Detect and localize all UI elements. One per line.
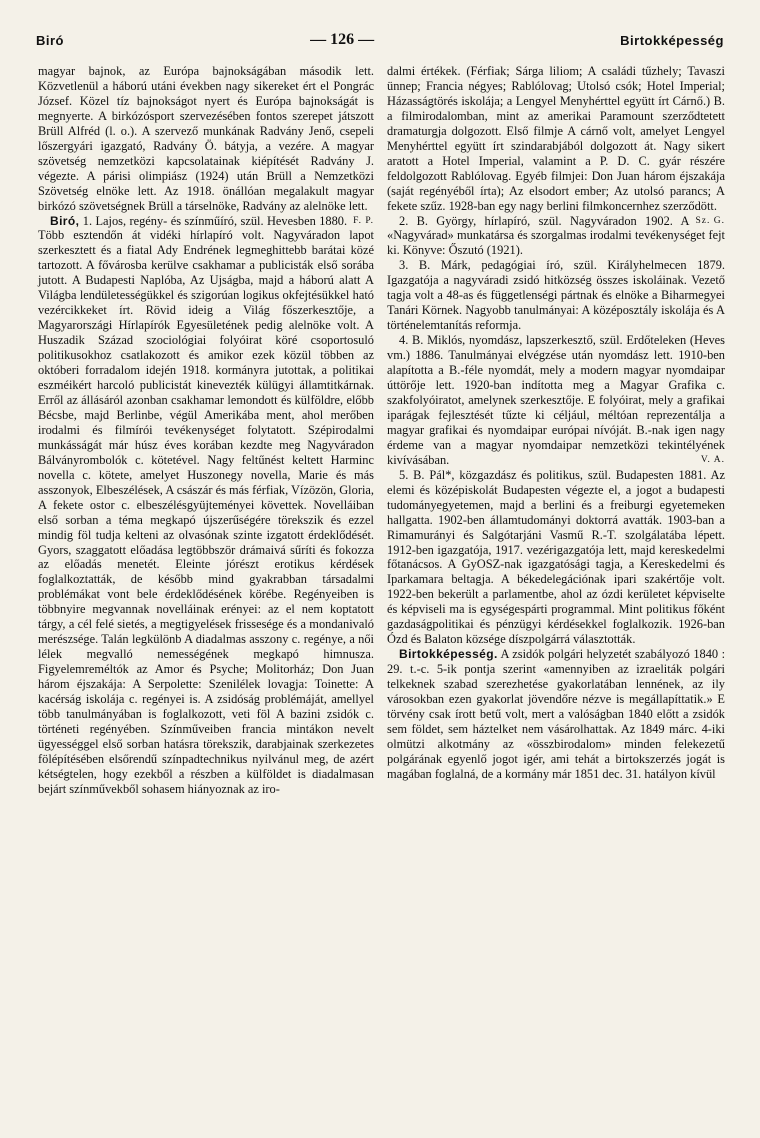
- entry-biro-1-continued: [387, 64, 725, 226]
- entry-biro-1-text: 1. Lajos, regény- és színműíró, szül. Hevesben 1880. Több esztendőn át vidéki hírlapíró volt. Nagyváradon lapot szerkesztett és a fiatal Ady Endrének legmeghittebb barátai közé tartozott. A fővárosba kerülve csakhamar a publicisták első sorába jutott. A Budapesti Naplóba, Az Ujságba, majd a háború alatt A Világba lendületességükkel és szigorúan logikus okfejtésükkel ható vezércikkeket írt. Rövid ideig a Világ főszerkesztője, a Magyarországi Hírlapírók Egyesületének pedig alelnöke volt. A Huszadik Század szociológiai folyóirat köré csoportosuló politikusokhoz csatlakozott és amikor ezek közül többen az októberi forradalom idején 1918. kormányra jutottak, a politikai eszméikért harcoló publicistát kinevezték külügyi államtitkárnak. Erről az állásáról azonban csakhamar lemondott és külföldre, előbb Bécsbe, majd Berlinbe, végül Amerikába ment, ahol merőben irodalmi és filmírói tevékenységet folytatott. Szépirodalmi munkásságát már húsz éves korában kezdte meg Nagyváradon Bálványrombolók c. kötetével. Nagy feltűnést keltett Harminc novella c. kötete, amelyet Huszonegy novella, Marie és más asszonyok, Elbeszélések, A császár és más férfiak, Vízözön, Gloria, A fekete ostor c. elbeszélésgyüjteményei követtek. Novelláiban első sorban a téma megkapó újszerűségére törekszik és ezzel mindig föl tudja kelteni az olvasónak szinte izgatott érdeklődését. Gyors, szaggatott előadása legtöbbször drámaivá sűríti és fokozza az előadás menetét. Eleinte jórészt erotikus kérdések foglalkoztatták, de később mind gyakrabban társadalmi problémákat vont bele érdeklődésének körébe. Regényeiben is többnyire megvannak novelláinak erényei: az el nem koptatott tárgy, a cél felé sietés, a megtigyelések frissesége és a mondanivaló merészsége. Talán legkülönb A diadalmas asszony c. regénye, a női lélek megvalló nemességének megkapó himnusza. Figyelemreméltók az Amor és Psyche; Molitorház; Don Juan három éjszakája: A Serpolette: Szenilélek lovagja: Toinette: A kacérság iskolája c. regényei is. A zsidóság problémáját, amellyel több tanulmányában is foglalkozott, veti föl A bazini zsidók c. történeti regényében. Színműveiben francia mintákon nevelt ügyességgel első sorban hatásra törekszik, darabjainak szerkezetes fölépítésében elsőrendű színpadtechnikus nyilvánul meg, de azért kétségtelen, hogy ezekből a részben a külföldet is diadalmasan bejárt színművekből sohasem hiányoznak az iro-: [38, 213, 374, 796]
- running-header: [36, 30, 724, 50]
- author-signature: F. P.: [353, 215, 374, 226]
- left-column: [38, 64, 374, 797]
- page-number: — 126 —: [310, 31, 375, 48]
- entry-biro-4-text: 4. B. Miklós, nyomdász, lapszerkesztő, szül. Erdőteleken (Heves vm.) 1886. Tanulmányai elvégzése után nyomdász lett. 1910-ben alapította a B.-féle nyomdát, mely a modern magyar nyomdaipar úttörője lett. 1920-ban indította meg a Magyar Grafika c. szakfolyóiratot, amelynek szerkesztője. E folyóirat, mely a grafikai iparágak fejlesztését tűzte ki céljául, méltóan reprezentálja a magyar grafikai és nyomdaipar európai nívóját. B.-nak igen nagy érdeme van a magyar nyomdaipar nemzetközi tekintélyének kivívásában.: [387, 333, 725, 467]
- headword-birtokkepesseg: Birtokképesség.: [399, 647, 498, 662]
- entry-biro-3: 3. B. Márk, pedagógiai író, szül. Királyhelmecen 1879. Igazgatója a nagyváradi zsidó hitközség összes iskoláinak. Vezető tagja volt a 48-as és függetlenségi pártnak és elnöke a Biharmegyei Tanári Körnek. Nagyobb tanulmányai: A középosztály iskolája és A történelemtanítás reformja.: [387, 258, 725, 333]
- header-left-entry: Biró: [36, 32, 64, 48]
- entry-birtokkepesseg-text: A zsidók polgári helyzetét szabályozó 1840 : 29. t.-c. 5-ik pontja szerint «amennyiben az izraeliták polgári telkeknek szabad szerezhetése gyakorlatában lennének, az ily városokban ezen gyakorlat jövendőre nézve is megállapíttatik.» E törvény csak írott betű volt, mert a valóságban 1840 előtt a zsidók sem földet, sem háztelket nem vásárolhattak. Az 1849 márc. 4-iki olmützi alkotmány az «összbirodalom» minden felekezetű polgárának egyenlő jogot igér, ami tehát a birtokszerzés jogát is magában foglalná, de a kormány már 1851 dec. 31. hatályon kívül: [387, 647, 726, 781]
- entry-biro-5: 5. B. Pál*, közgazdász és politikus, szül. Budapesten 1881. Az elemi és középiskolát Budapesten végezte el, a jogot a budapesti tudományegyetemen, majd a berlini és a freiburgi egyetemeken hallgatta. 1902-ben államtudományi doktorrá avatták. 1903-ban a Rimamurányi és Salgótarjáni Vasmű R.-T. szolgálatába lépett. 1912-ben igazgatója, 1917. vezérigazgatója lett, majd kereskedelmi főtanácsos. A GyOSZ-nak igazgatósági tagja, a Kereskedelmi és Iparkamara beltagja. A békedelegációnak ipari szakértője volt. 1922-ben bekerült a parlamentbe, ahol az ózdi kerületet képviselte és képviseli ma is egységespárti programmal. Mint politikus főként gazdaságpolitikai és pénzügyi kérdésekkel foglalkozik. 1926-ban Ózd és Balaton községe díszpolgárrá választották.: [387, 467, 725, 647]
- header-right-entry: Birtokképesség: [620, 32, 724, 48]
- entry-biro-2: 2. B. György, hírlapíró, szül. Nagyváradon 1902. A «Nagyvárad» munkatársa és szorgalmas irodalmi tevékenységet fejt ki. Könyve: Őszutó (1921).: [387, 213, 725, 258]
- entry-biro-1-continued-text: dalmi értékek. (Férfiak; Sárga liliom; A családi tűzhely; Tavaszi ünnep; Francia négyes; Rablólovag; Utolsó csók; Hotel Imperial; Házasságtörés iskolája; a Lengyel Menyhérttel együtt írt Cárnő.) B. a filmirodalomban, mint az amerikai Paramount szerződtetett dramaturgja dolgozott. Első filmje A cárnő volt, amelyet Lengyel Menyhérttel együtt írt szindarabjából dolgozott át. Nagy sikert aratott a Hotel Imperial, valamint a P. D. C. gyár részére feldolgozott Rablólovag. Egyéb filmjei: Don Juan három éjszakája (saját regényéből írta); Az elsodort ember; Az utolsó parancs; A fekete szűz. 1928-ban egy nagy berlini filmkoncernhez szerződött.: [387, 64, 725, 213]
- right-column: [387, 64, 725, 782]
- author-signature: V. A.: [700, 454, 725, 465]
- wrestling-text: magyar bajnok, az Európa bajnokságában második lett. Közvetlenül a háború utáni években nagy sikereket ért el Pongrác József. Közel tíz bajnokságot nyert és Európa bajnokságát is megnyerte. A birkózósport szervezésében fontos szerepet játszott Brüll Alfréd (l. o.). A szervező munkának Radvány Jenő, csepeli lőszergyári igazgató, Radvány Ö. bátyja, a vezére. A magyar szövetség nemzetközi kapcsolatainak kiépítését Radvány J. végezte. A párisi olimpiász (1924) után Brüll a Nemzetközi Szövetség elnöke lett. Az 1918. önállóan megalakult magyar birkózó szövetségnek Brüll a társelnöke, Radvány az alelnöke lett.: [38, 64, 374, 213]
- entry-biro-4: [387, 333, 725, 468]
- author-signature: Sz. G.: [695, 215, 725, 226]
- headword-biro: Biró,: [50, 213, 80, 228]
- entry-birtokkepesseg: [387, 647, 725, 782]
- entry-biro-1: [38, 214, 374, 797]
